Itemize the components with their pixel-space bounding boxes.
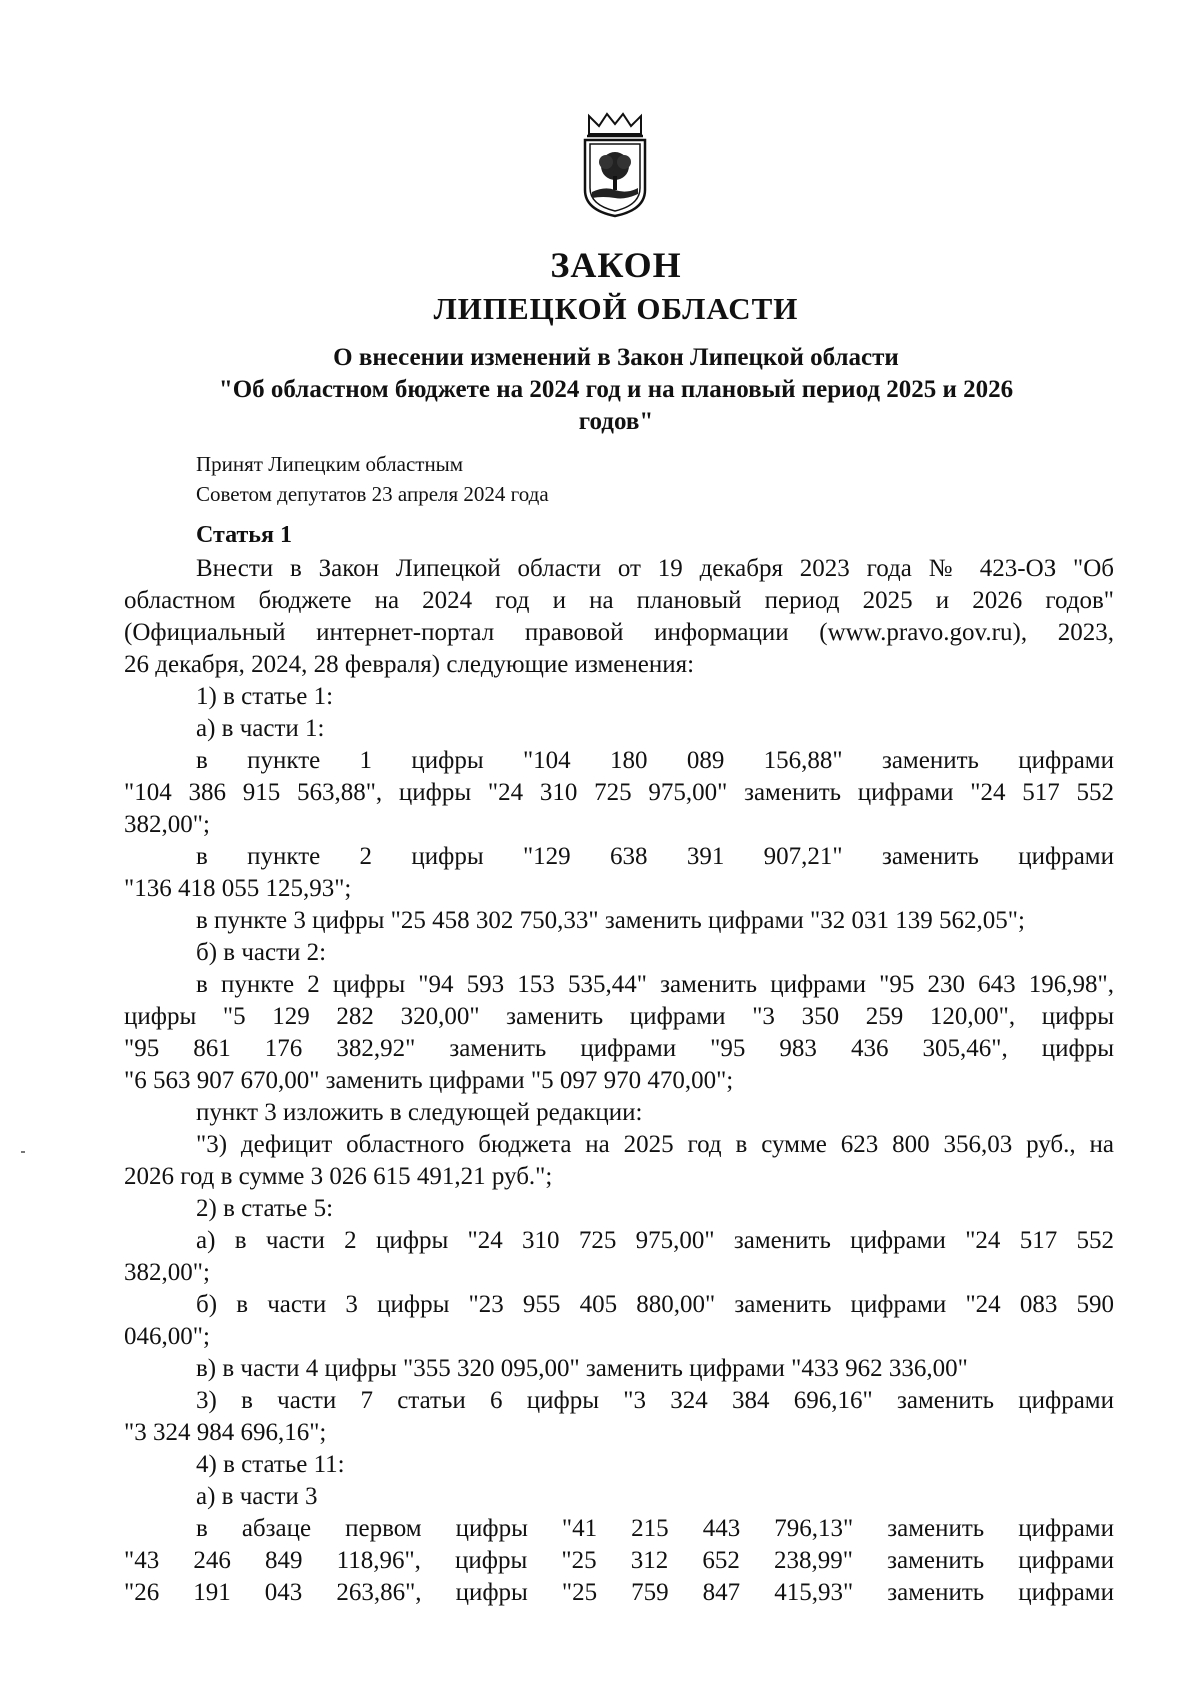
text-line: пункт 3 изложить в следующей редакции: (196, 1099, 643, 1126)
text-line: в пункте 2 цифры "94 593 153 535,44" заменить цифрами "95 230 643 196,98", (196, 971, 1114, 998)
text-line: 382,00"; (124, 1259, 210, 1286)
text-line: областном бюджете на 2024 год и на плановый период 2025 и 2026 годов" (124, 587, 1114, 614)
coat-of-arms-emblem (575, 112, 655, 220)
text-line: "43 246 849 118,96", цифры "25 312 652 238,99" заменить цифрами (124, 1547, 1114, 1574)
text-line: в пункте 2 цифры "129 638 391 907,21" заменить цифрами (196, 843, 1114, 870)
law-subtitle-line: годов" (578, 408, 654, 435)
text-line: 2026 год в сумме 3 026 615 491,21 руб."; (124, 1163, 553, 1190)
text-line: 4) в статье 11: (196, 1451, 345, 1478)
text-line: "136 418 055 125,93"; (124, 875, 352, 902)
text-line: а) в части 3 (196, 1483, 318, 1510)
text-line: 2) в статье 5: (196, 1195, 334, 1222)
text-line: 046,00"; (124, 1323, 210, 1350)
adoption-note: Советом депутатов 23 апреля 2024 года (196, 482, 549, 506)
text-line: "3 324 984 696,16"; (124, 1419, 327, 1446)
law-title: ЗАКОН (550, 245, 682, 285)
text-line: 3) в части 7 статьи 6 цифры "3 324 384 696,16" заменить цифрами (196, 1387, 1114, 1414)
adoption-note: Принят Липецким областным (196, 452, 464, 476)
text-line: Внести в Закон Липецкой области от 19 декабря 2023 года № 423-ОЗ "Об (196, 555, 1114, 582)
law-subtitle-line: О внесении изменений в Закон Липецкой области (333, 344, 899, 371)
text-line: "3) дефицит областного бюджета на 2025 год в сумме 623 800 356,03 руб., на (196, 1131, 1114, 1158)
text-line: "6 563 907 670,00" заменить цифрами "5 097 970 470,00"; (124, 1067, 734, 1094)
text-line: б) в части 2: (196, 939, 327, 966)
text-line: в пункте 1 цифры "104 180 089 156,88" заменить цифрами (196, 747, 1114, 774)
text-line: в) в части 4 цифры "355 320 095,00" заменить цифрами "433 962 336,00" (196, 1355, 968, 1382)
article-heading: Статья 1 (196, 522, 292, 548)
scan-speck (21, 1151, 25, 1153)
text-line: в пункте 3 цифры "25 458 302 750,33" заменить цифрами "32 031 139 562,05"; (196, 907, 1025, 934)
text-line: б) в части 3 цифры "23 955 405 880,00" заменить цифрами "24 083 590 (196, 1291, 1114, 1318)
law-subtitle-line: "Об областном бюджете на 2024 год и на плановый период 2025 и 2026 (218, 376, 1014, 403)
text-line: цифры "5 129 282 320,00" заменить цифрами "3 350 259 120,00", цифры (124, 1003, 1114, 1030)
text-line: в абзаце первом цифры "41 215 443 796,13" заменить цифрами (196, 1515, 1114, 1542)
text-line: 382,00"; (124, 811, 210, 838)
text-line: (Официальный интернет-портал правовой информации (www.pravo.gov.ru), 2023, (124, 619, 1114, 646)
text-line: 1) в статье 1: (196, 683, 334, 710)
law-region: ЛИПЕЦКОЙ ОБЛАСТИ (433, 291, 799, 326)
text-line: "104 386 915 563,88", цифры "24 310 725 975,00" заменить цифрами "24 517 552 (124, 779, 1114, 806)
text-line: а) в части 2 цифры "24 310 725 975,00" заменить цифрами "24 517 552 (196, 1227, 1114, 1254)
text-line: а) в части 1: (196, 715, 325, 742)
text-line: "95 861 176 382,92" заменить цифрами "95 983 436 305,46", цифры (124, 1035, 1114, 1062)
text-line: 26 декабря, 2024, 28 февраля) следующие изменения: (124, 651, 695, 678)
text-line: "26 191 043 263,86", цифры "25 759 847 415,93" заменить цифрами (124, 1579, 1114, 1606)
